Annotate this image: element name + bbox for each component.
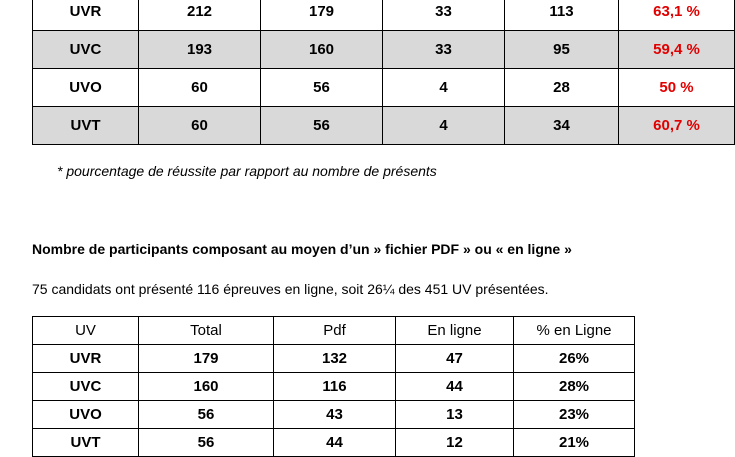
uv-cell: UVT — [33, 429, 139, 457]
table-cell: 160 — [139, 373, 274, 401]
table-row — [33, 373, 635, 401]
success-rate-cell: 63,1 % — [619, 0, 735, 31]
table-cell: 44 — [274, 429, 396, 457]
table-row — [33, 107, 735, 145]
table-row — [33, 401, 635, 429]
success-rate-cell: 50 % — [619, 69, 735, 107]
success-rate-cell: 59,4 % — [619, 31, 735, 69]
uv-cell: UVT — [33, 107, 139, 145]
table-cell: 26% — [514, 345, 635, 373]
table-cell: 34 — [505, 107, 619, 145]
column-header-online-pct: % en Ligne — [514, 317, 635, 345]
table-cell: 56 — [261, 107, 383, 145]
uv-cell: UVR — [33, 345, 139, 373]
table-cell: 179 — [139, 345, 274, 373]
table-cell: 132 — [274, 345, 396, 373]
table-cell: 33 — [383, 31, 505, 69]
table-cell: 56 — [139, 429, 274, 457]
table-cell: 13 — [396, 401, 514, 429]
column-header-pdf: Pdf — [274, 317, 396, 345]
column-header-online: En ligne — [396, 317, 514, 345]
table-cell: 60 — [139, 107, 261, 145]
footnote: * pourcentage de réussite par rapport au nombre de présents — [57, 163, 437, 179]
table-cell: 21% — [514, 429, 635, 457]
table-cell: 23% — [514, 401, 635, 429]
uv-cell: UVC — [33, 373, 139, 401]
table-cell: 28% — [514, 373, 635, 401]
table-cell: 56 — [261, 69, 383, 107]
table-cell: 116 — [274, 373, 396, 401]
table-cell: 33 — [383, 0, 505, 31]
table-cell: 113 — [505, 0, 619, 31]
table-row — [33, 69, 735, 107]
online-participation-table — [32, 316, 635, 457]
column-header-total: Total — [139, 317, 274, 345]
section-heading: Nombre de participants composant au moyen d’un » fichier PDF » ou « en ligne » — [32, 241, 572, 257]
table-cell: 193 — [139, 31, 261, 69]
table-cell: 95 — [505, 31, 619, 69]
table-row — [33, 0, 735, 31]
table-cell: 12 — [396, 429, 514, 457]
table-cell: 160 — [261, 31, 383, 69]
table-cell: 43 — [274, 401, 396, 429]
table-cell: 4 — [383, 107, 505, 145]
header-row — [33, 317, 635, 345]
summary-text: 75 candidats ont présenté 116 épreuves en ligne, soit 26¼ des 451 UV présentées. — [32, 281, 549, 297]
uv-cell: UVR — [33, 0, 139, 31]
table-cell: 212 — [139, 0, 261, 31]
table-cell: 56 — [139, 401, 274, 429]
table-cell: 179 — [261, 0, 383, 31]
table-cell: 47 — [396, 345, 514, 373]
table-row — [33, 31, 735, 69]
table-cell: 44 — [396, 373, 514, 401]
uv-cell: UVC — [33, 31, 139, 69]
uv-cell: UVO — [33, 69, 139, 107]
table-cell: 4 — [383, 69, 505, 107]
table-cell: 60 — [139, 69, 261, 107]
table-cell: 28 — [505, 69, 619, 107]
results-table — [32, 0, 735, 145]
column-header-uv: UV — [33, 317, 139, 345]
uv-cell: UVO — [33, 401, 139, 429]
success-rate-cell: 60,7 % — [619, 107, 735, 145]
table-row — [33, 345, 635, 373]
table-row — [33, 429, 635, 457]
